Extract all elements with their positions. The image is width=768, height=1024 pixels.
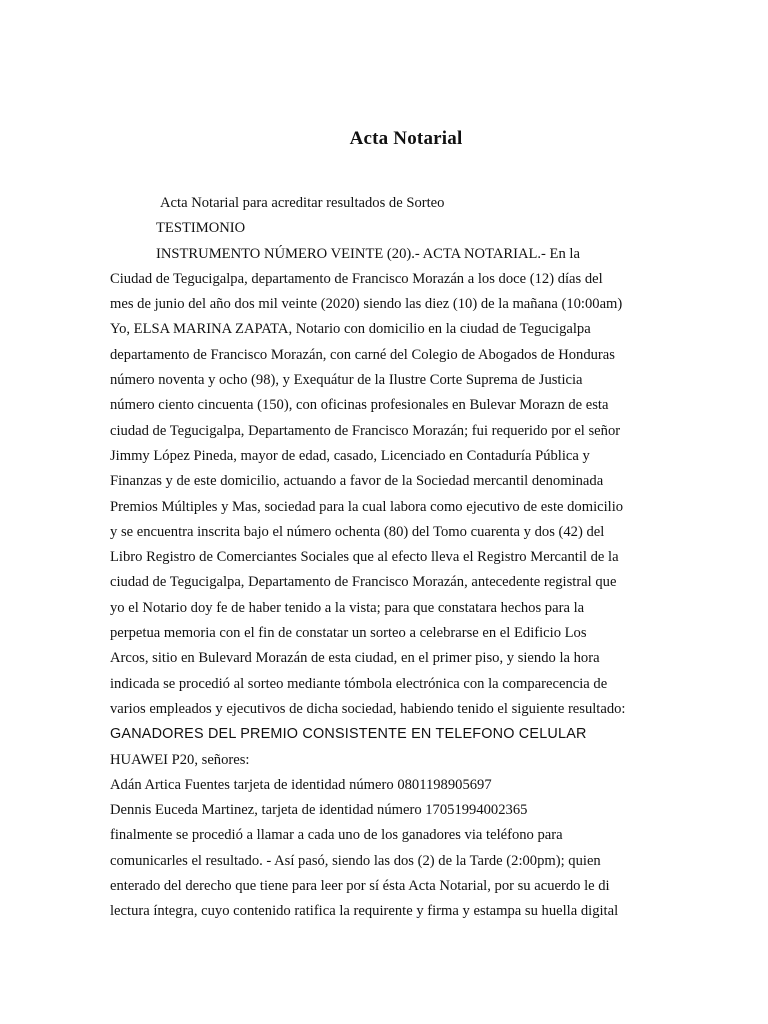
body-line: perpetua memoria con el fin de constatar un sorteo a celebrarse en el Edificio Los [110, 625, 587, 642]
instrument-heading-line: INSTRUMENTO NÚMERO VEINTE (20).- ACTA NOTARIAL.- En la [156, 245, 580, 262]
body-line: número ciento cincuenta (150), con oficinas profesionales en Bulevar Morazn de esta [110, 397, 609, 414]
subtitle-line: Acta Notarial para acreditar resultados de Sorteo [160, 195, 445, 211]
body-line: comunicarles el resultado. - Así pasó, siendo las dos (2) de la Tarde (2:00pm); quien [110, 852, 601, 869]
body-line: Ciudad de Tegucigalpa, departamento de Francisco Morazán a los doce (12) días del [110, 270, 603, 287]
winners-heading-line: HUAWEI P20, señores: [110, 751, 250, 768]
winner-entry: Adán Artica Fuentes tarjeta de identidad número 0801198905697 [110, 776, 492, 793]
body-line: Finanzas y de este domicilio, actuando a favor de la Sociedad mercantil denominada [110, 473, 604, 490]
body-line: mes de junio del año dos mil veinte (2020) siendo las diez (10) de la mañana (10:00am) [110, 296, 623, 313]
body-line: yo el Notario doy fe de haber tenido a la vista; para que constatara hechos para la [110, 599, 585, 616]
body-line: departamento de Francisco Morazán, con carné del Colegio de Abogados de Honduras [110, 346, 615, 363]
body-line: indicada se procedió al sorteo mediante tómbola electrónica con la comparecencia de [110, 675, 608, 692]
body-line: Arcos, sitio en Bulevard Morazán de esta ciudad, en el primer piso, y siendo la hora [110, 650, 600, 667]
body-line: ciudad de Tegucigalpa, Departamento de Francisco Morazán, antecedente registral que [110, 574, 617, 591]
body-line: número noventa y ocho (98), y Exequátur de la Ilustre Corte Suprema de Justicia [110, 372, 583, 389]
winners-heading-line: GANADORES DEL PREMIO CONSISTENTE EN TELEFONO CELULAR [110, 726, 587, 743]
body-line: Yo, ELSA MARINA ZAPATA, Notario con domicilio en la ciudad de Tegucigalpa [110, 321, 591, 338]
document-title: Acta Notarial [349, 128, 463, 149]
body-line: Jimmy López Pineda, mayor de edad, casado, Licenciado en Contaduría Pública y [110, 447, 590, 464]
body-line: enterado del derecho que tiene para leer por sí ésta Acta Notarial, por su acuerdo le di [110, 878, 610, 895]
document-body [110, 191, 670, 925]
body-line: Premios Múltiples y Mas, sociedad para la cual labora como ejecutivo de este domicilio [110, 498, 624, 515]
testimonio-heading: TESTIMONIO [156, 220, 246, 237]
body-line: varios empleados y ejecutivos de dicha sociedad, habiendo tenido el siguiente resultado: [110, 700, 626, 717]
body-line: lectura íntegra, cuyo contenido ratifica la requirente y firma y estampa su huella digital [110, 903, 619, 920]
body-line: Libro Registro de Comerciantes Sociales que al efecto lleva el Registro Mercantil de la [110, 549, 619, 566]
body-line: y se encuentra inscrita bajo el número ochenta (80) del Tomo cuarenta y dos (42) del [110, 523, 605, 540]
body-line: ciudad de Tegucigalpa, Departamento de Francisco Morazán; fui requerido por el señor [110, 422, 621, 439]
body-line: finalmente se procedió a llamar a cada uno de los ganadores via teléfono para [110, 827, 563, 844]
winner-entry: Dennis Euceda Martinez, tarjeta de identidad número 17051994002365 [110, 802, 528, 819]
